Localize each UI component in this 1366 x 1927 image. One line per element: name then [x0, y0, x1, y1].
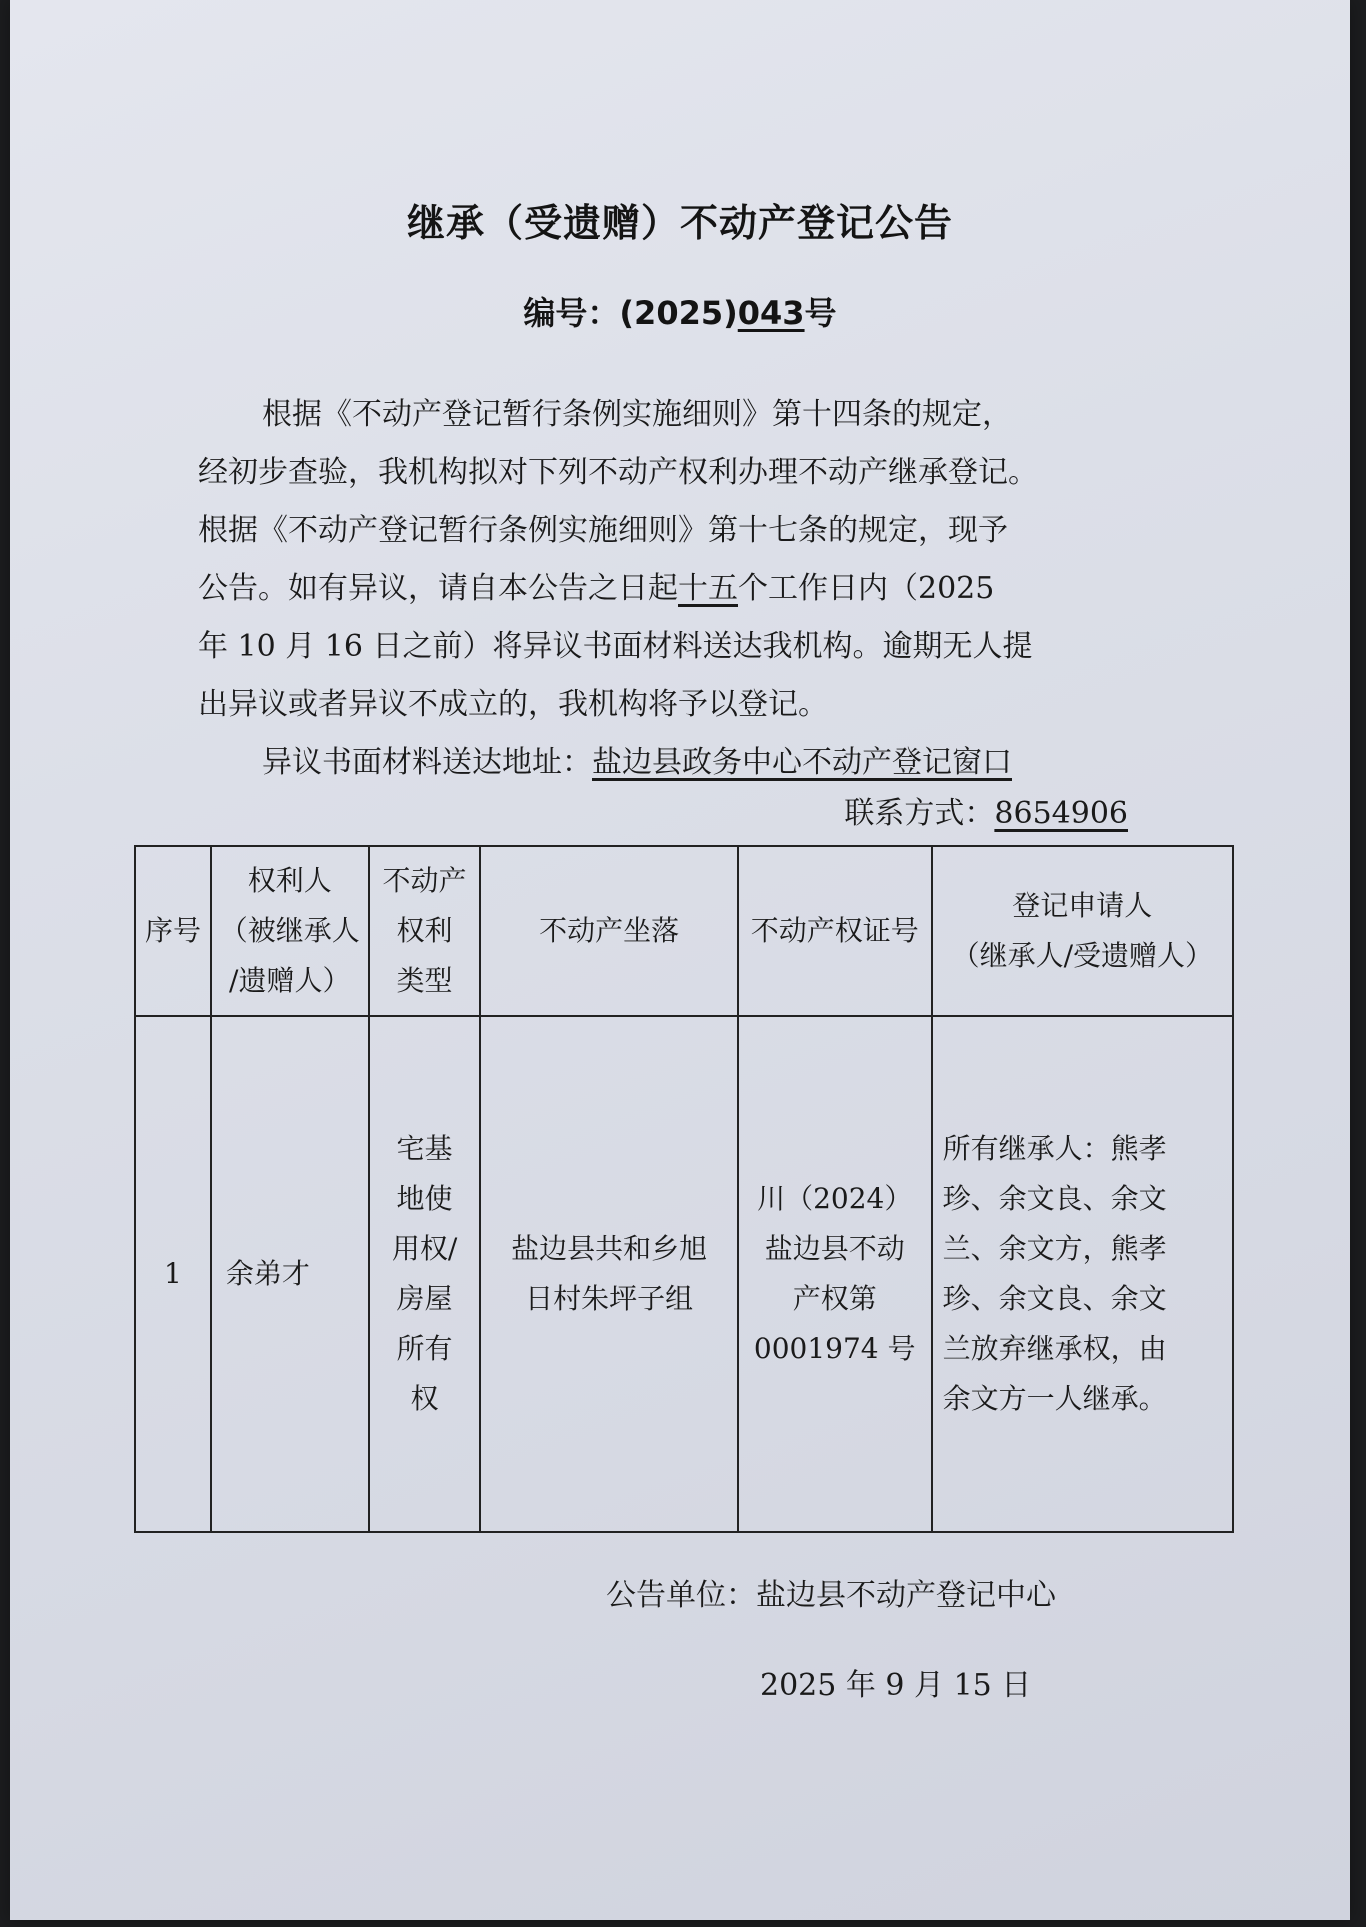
number-prefix: 编号：(2025)	[523, 294, 738, 332]
header-holder: 权利人 （被继承人 /遗赠人）	[211, 846, 369, 1016]
table-header-row	[135, 846, 1233, 1016]
body-line-6: 出异议或者异议不成立的，我机构将予以登记。	[198, 687, 828, 722]
cell-right-type: 宅基 地使 用权/ 房屋 所有 权	[369, 1016, 481, 1532]
issuing-unit: 公告单位：盐边县不动产登记中心	[606, 1578, 1056, 1613]
address-label: 异议书面材料送达地址：	[262, 745, 592, 780]
header-right-type: 不动产 权利 类型	[369, 846, 481, 1016]
notice-title: 继承（受遗赠）不动产登记公告	[406, 201, 953, 245]
body-line-4-end: 个工作日内（2025	[738, 571, 995, 606]
notice-paper	[10, 0, 1350, 1920]
contact-label: 联系方式：	[844, 796, 995, 831]
body-line-2: 经初步查验，我机构拟对下列不动产权利办理不动产继承登记。	[198, 455, 1038, 490]
address-line	[198, 734, 1178, 792]
body-line-4-start: 公告。如有异议，请自本公告之日起	[198, 571, 678, 606]
cell-seq: 1	[135, 1016, 211, 1532]
objection-period: 十五	[678, 571, 738, 606]
table-row	[135, 1016, 1233, 1532]
contact-value: 8654906	[994, 796, 1128, 831]
contact-line	[844, 788, 1128, 832]
body-line-4	[198, 560, 1178, 618]
issue-date: 2025 年 9 月 15 日	[760, 1668, 1032, 1703]
body-line-5: 年 10 月 16 日之前）将异议书面材料送达我机构。逾期无人提	[198, 629, 1033, 664]
number-value: 043	[737, 294, 805, 332]
body-line-1: 根据《不动产登记暂行条例实施细则》第十四条的规定，	[262, 397, 1012, 432]
registration-table	[134, 845, 1234, 1533]
notice-body	[198, 386, 1178, 792]
cell-cert-no: 川（2024） 盐边县不动 产权第 0001974 号	[738, 1016, 932, 1532]
header-cert-no: 不动产权证号	[738, 846, 932, 1016]
body-line-3: 根据《不动产登记暂行条例实施细则》第十七条的规定，现予	[198, 513, 1008, 548]
header-seq: 序号	[135, 846, 211, 1016]
number-suffix: 号	[804, 294, 837, 332]
cell-location: 盐边县共和乡旭 日村朱坪子组	[480, 1016, 737, 1532]
cell-applicant: 所有继承人：熊孝 珍、余文良、余文 兰、余文方，熊孝 珍、余文良、余文 兰放弃继承权，由 余文方一人继承。	[932, 1016, 1233, 1532]
header-applicant: 登记申请人 （继承人/受遗赠人）	[932, 846, 1233, 1016]
cell-holder: 余弟才	[211, 1016, 369, 1532]
address-value: 盐边县政务中心不动产登记窗口	[592, 745, 1012, 780]
notice-number	[10, 288, 1350, 334]
header-location: 不动产坐落	[480, 846, 737, 1016]
